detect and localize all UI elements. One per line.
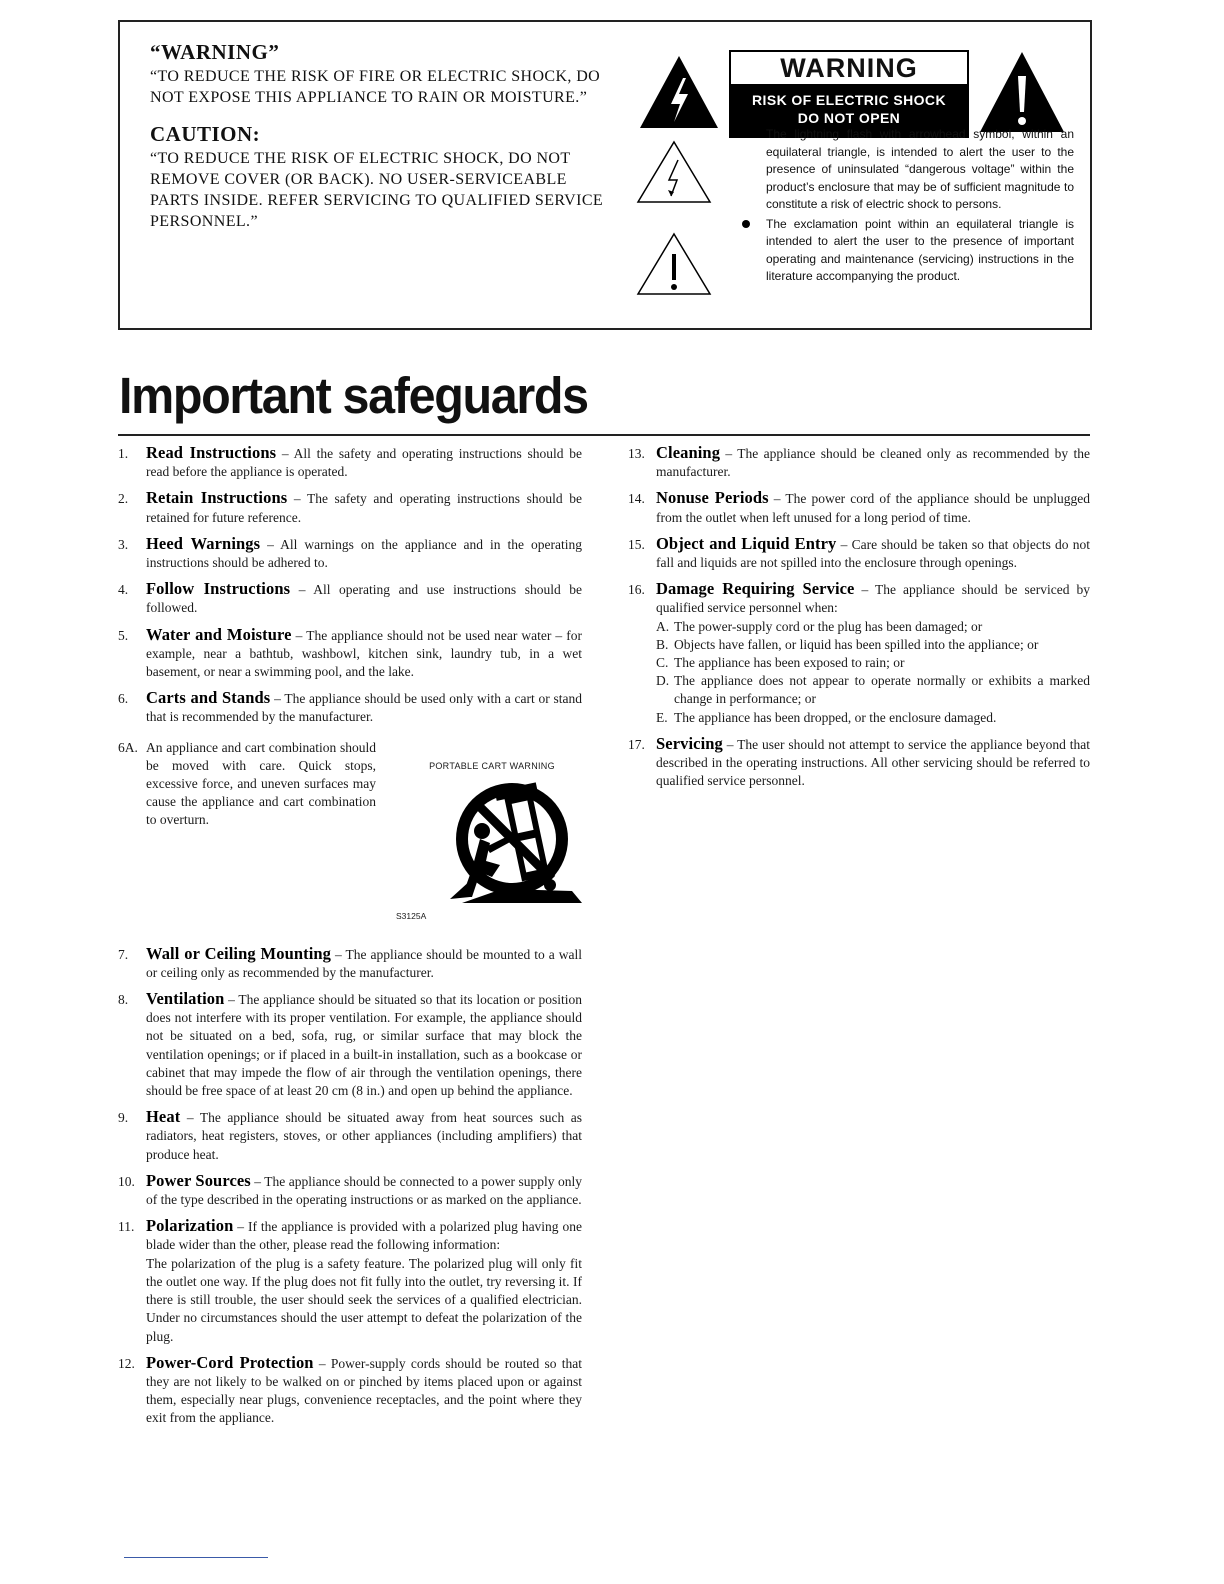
warning-label-title: WARNING bbox=[780, 53, 918, 83]
warning-label-risk-line1: RISK OF ELECTRIC SHOCK bbox=[752, 92, 946, 108]
portable-cart-warning-icon bbox=[442, 773, 592, 913]
damage-condition: E. The appliance has been dropped, or the enclosure damaged. bbox=[656, 709, 997, 725]
damage-condition: B. Objects have fallen, or liquid has been spilled into the appliance; or bbox=[656, 636, 1039, 652]
safeguard-item: 2. Retain Instructions – The safety and operating instructions should be retained for future reference. bbox=[118, 488, 582, 525]
safeguard-item: 3. Heed Warnings – All warnings on the appliance and in the operating instructions should be adhered to. bbox=[118, 533, 582, 571]
safeguard-item-6a: 6A. An appliance and cart combination should be moved with care. Quick stops, excessive force, and uneven surfaces may cause the appliance and cart combination to overturn. PORTABLE CART WARNING S3125A bbox=[112, 739, 582, 945]
safeguard-item: 14. Nonuse Periods – The power cord of the appliance should be unplugged from the outlet when left unused for a long period of time. bbox=[628, 488, 1090, 525]
safeguard-item: 7. Wall or Ceiling Mounting – The appliance should be mounted to a wall or ceiling only as recommended by the manufacturer. bbox=[118, 943, 582, 980]
item-6a-text: An appliance and cart combination should be moved with care. Quick stops, excessive force, and uneven surfaces may cause the appliance and cart combination to overturn. bbox=[146, 739, 376, 828]
safeguard-item: 6. Carts and Stands – The appliance should be used only with a cart or stand that is recommended by the manufacturer. bbox=[118, 688, 582, 725]
safeguard-item: 4. Follow Instructions – All operating and use instructions should be followed. bbox=[118, 579, 583, 616]
safeguard-item: 1. Read Instructions – All the safety and operating instructions should be read before the appliance is operated. bbox=[118, 443, 582, 480]
safeguard-item: 11. Polarization – If the appliance is provided with a polarized plug having one blade wider than the other, please read the following information: The polarization of the plug is a safety feature. The polarized plug will only fit the outlet one way. If the plug does not fit fully into the outlet, try reversing it. If there is still trouble, the user should seek the services of a qualified electrician. Under no circumstances should the user attempt to defeat the polarization of the plug. bbox=[112, 1217, 582, 1345]
safeguard-item: 16. Damage Requiring Service – The appliance should be serviced by qualified service personnel when: A. The power-supply cord or the plug has been damaged; or B. Objects have fallen, or liquid has been spilled into the appliance; or C. The appliance has been exposed to rain; or D. The appliance does not appear to operate normally or exhibits a marked change in performance; or E. The appliance has been dropped, or the enclosure damaged. bbox=[622, 580, 1090, 727]
safeguard-item: 10. Power Sources – The appliance should be connected to a power supply only of the type described in the operating instructions or as marked on the appliance. bbox=[118, 1170, 582, 1208]
caution-text: “TO REDUCE THE RISK OF ELECTRIC SHOCK, DO NOT REMOVE COVER (OR BACK). NO USER-SERVICEABLE PARTS INSIDE. REFER SERVICING TO QUALIFIED SERVICE PERSONNEL.” bbox=[150, 150, 604, 230]
cart-figure-code: S3125A bbox=[396, 910, 427, 921]
warning-text-block bbox=[150, 40, 605, 232]
safeguard-item: 15. Object and Liquid Entry – Care should be taken so that objects do not fall and liquids are not spilled into the enclosure through openings. bbox=[628, 533, 1090, 571]
page-title: Important safeguards bbox=[119, 367, 588, 424]
symbol-note-lightning: The lightning flash with arrowhead symbol, within an equilateral triangle, is intended to alert the user to the presence of uninsulated “dangerous voltage” within the product’s enclosure that may be of sufficient magnitude to constitute a risk of electric shock to persons. bbox=[740, 126, 1074, 214]
caution-title: CAUTION: bbox=[150, 122, 261, 146]
lightning-outline-icon bbox=[636, 140, 712, 204]
polarization-details: The polarization of the plug is a safety feature. The polarized plug will only fit the outlet one way. If the plug does not fit fully into the outlet, try reversing it. If there is still trouble, the user should seek the services of a qualified electrician. Under no circumstances should the user attempt to defeat the polarization of the plug. bbox=[146, 1255, 582, 1344]
symbol-notes bbox=[740, 126, 1074, 286]
warning-title: “WARNING” bbox=[150, 40, 280, 64]
footer-divider bbox=[124, 1557, 268, 1558]
safeguard-item: 9. Heat – The appliance should be situated away from heat sources such as radiators, heat registers, stoves, or other appliances (including amplifiers) that produce heat. bbox=[118, 1107, 582, 1162]
safeguard-item: 8. Ventilation – The appliance should be situated so that its location or position does not interfere with its proper ventilation. For example, the appliance should not be situated on a bed, sofa, rug, or similar surface that may block the ventilation openings; or if placed in a built-in installation, such as a bookcase or cabinet that may impede the flow of air through the ventilation openings, there should be free space of at least 20 cm (8 in.) and open up behind the appliance. bbox=[118, 989, 582, 1099]
safeguard-item: 12. Power-Cord Protection – Power-supply cords should be routed so that they are not likely to be walked on or pinched by items placed upon or against them, especially near plugs, convenience receptacles, and the point where they exit from the appliance. bbox=[118, 1352, 582, 1426]
lightning-triangle-icon bbox=[638, 54, 720, 130]
safeguards-left-column bbox=[112, 444, 582, 1428]
warning-box bbox=[118, 20, 1092, 330]
warning-label bbox=[729, 50, 969, 138]
exclamation-triangle-icon bbox=[978, 50, 1066, 134]
portable-cart-figure bbox=[396, 757, 582, 927]
cart-caption: PORTABLE CART WARNING bbox=[429, 760, 555, 771]
damage-condition: D. The appliance does not appear to operate normally or exhibits a marked change in performance; or bbox=[656, 673, 1090, 707]
safeguard-item: 5. Water and Moisture – The appliance should not be used near water – for example, near a bathtub, washbowl, kitchen sink, laundry tub, in a wet basement, or near a swimming pool, and the lake. bbox=[118, 624, 582, 680]
damage-conditions-list bbox=[656, 618, 1090, 727]
warning-text: “TO REDUCE THE RISK OF FIRE OR ELECTRIC SHOCK, DO NOT EXPOSE THIS APPLIANCE TO RAIN OR MOISTURE.” bbox=[150, 68, 601, 106]
warning-label-risk-line2: DO NOT OPEN bbox=[797, 110, 901, 126]
bullet-icon bbox=[742, 130, 750, 138]
exclamation-outline-icon bbox=[636, 232, 712, 296]
symbol-note-exclamation: The exclamation point within an equilateral triangle is intended to alert the user to the presence of important operating and maintenance (servicing) instructions in the literature accompanying the product. bbox=[740, 216, 1074, 286]
safeguard-item: 17. Servicing – The user should not attempt to service the appliance beyond that described in the operating instructions. All other servicing should be referred to qualified service personnel. bbox=[628, 733, 1090, 789]
safeguard-item: 13. Cleaning – The appliance should be cleaned only as recommended by the manufacturer. bbox=[628, 443, 1090, 480]
damage-condition: A. The power-supply cord or the plug has been damaged; or bbox=[656, 618, 983, 634]
bullet-icon bbox=[742, 220, 750, 228]
damage-condition: C. The appliance has been exposed to rain; or bbox=[656, 655, 905, 671]
title-rule bbox=[118, 434, 1090, 436]
safeguards-right-column bbox=[622, 444, 1090, 790]
